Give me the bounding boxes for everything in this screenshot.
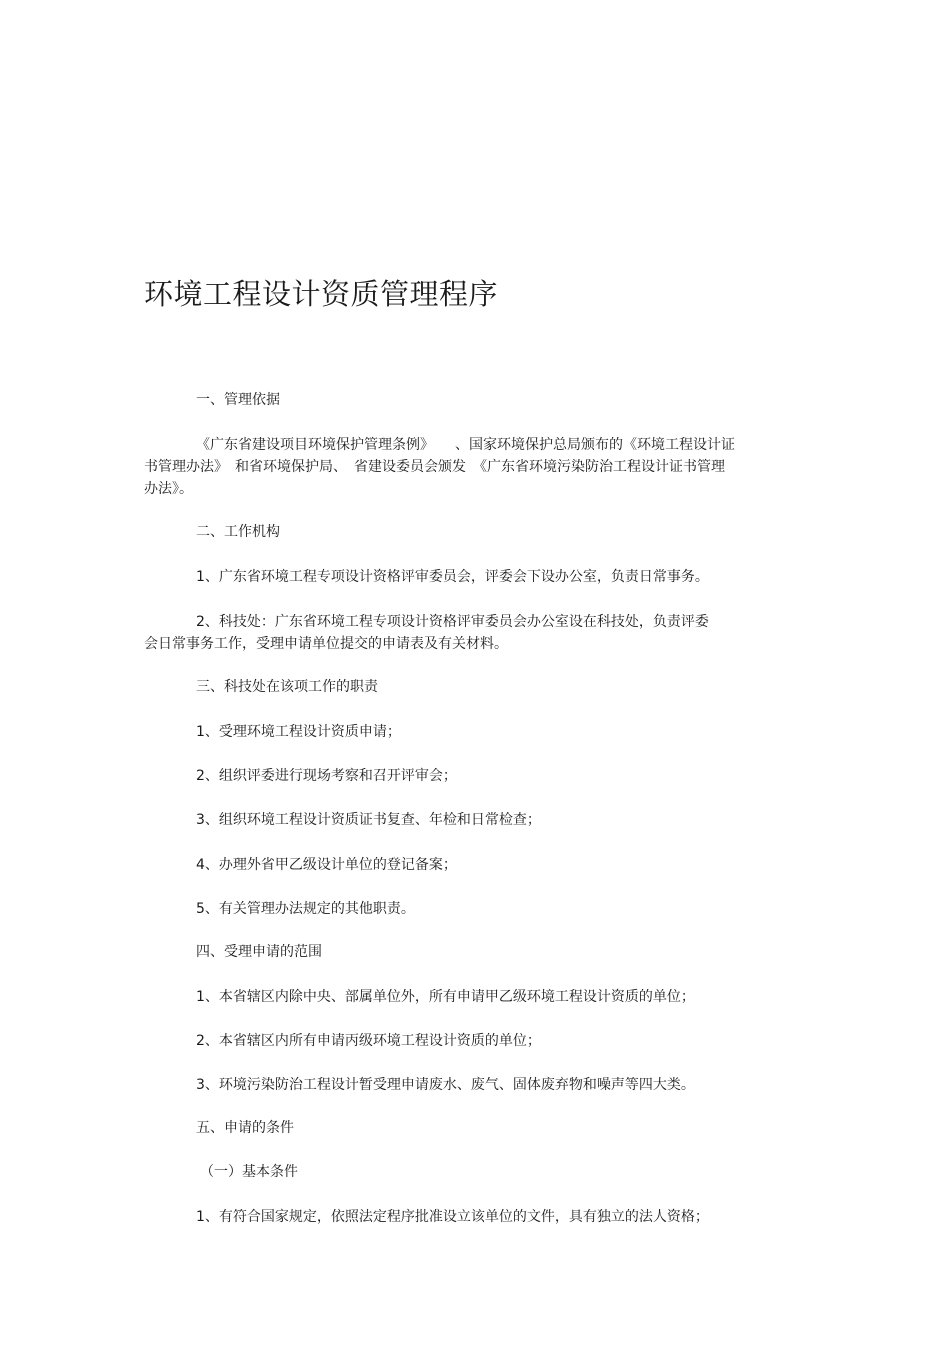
list-item: 5、有关管理办法规定的其他职责。 bbox=[196, 901, 415, 917]
list-item: 4、办理外省甲乙级设计单位的登记备案； bbox=[196, 857, 457, 873]
section-heading-5: 五、申请的条件 bbox=[196, 1120, 294, 1136]
section-heading-3: 三、科技处在该项工作的职责 bbox=[196, 679, 378, 695]
document-title: 环境工程设计资质管理程序 bbox=[144, 277, 499, 311]
list-item: 3、环境污染防治工程设计暂受理申请废水、废气、固体废弃物和噪声等四大类。 bbox=[196, 1077, 695, 1093]
list-item: 1、广东省环境工程专项设计资格评审委员会，评委会下设办公室，负责日常事务。 bbox=[196, 569, 709, 585]
paragraph-line: 会日常事务工作，受理申请单位提交的申请表及有关材料。 bbox=[144, 636, 508, 652]
section-heading-1: 一、管理依据 bbox=[196, 392, 280, 408]
sub-heading: （一）基本条件 bbox=[200, 1164, 298, 1180]
list-item: 2、组织评委进行现场考察和召开评审会； bbox=[196, 768, 457, 784]
section-heading-2: 二、工作机构 bbox=[196, 524, 280, 540]
paragraph-line: 2、科技处：广东省环境工程专项设计资格评审委员会办公室设在科技处，负责评委 bbox=[196, 614, 709, 630]
list-item: 2、本省辖区内所有申请丙级环境工程设计资质的单位； bbox=[196, 1033, 541, 1049]
paragraph-line: 书管理办法》 和省环境保护局、 省建设委员会颁发 《广东省环境污染防治工程设计证书管理 bbox=[144, 459, 725, 475]
list-item: 3、组织环境工程设计资质证书复查、年检和日常检查； bbox=[196, 812, 541, 828]
paragraph-line: 《广东省建设项目环境保护管理条例》 、国家环境保护总局颁布的《环境工程设计证 bbox=[196, 437, 735, 453]
list-item: 1、受理环境工程设计资质申请； bbox=[196, 724, 401, 740]
section-1-paragraph bbox=[144, 434, 784, 500]
paragraph-line: 办法》。 bbox=[144, 481, 193, 497]
list-item: 1、本省辖区内除中央、部属单位外，所有申请甲乙级环境工程设计资质的单位； bbox=[196, 989, 695, 1005]
list-item: 1、有符合国家规定，依照法定程序批准设立该单位的文件，具有独立的法人资格； bbox=[196, 1209, 709, 1225]
section-2-item-2 bbox=[144, 611, 784, 655]
section-heading-4: 四、受理申请的范围 bbox=[196, 944, 322, 960]
